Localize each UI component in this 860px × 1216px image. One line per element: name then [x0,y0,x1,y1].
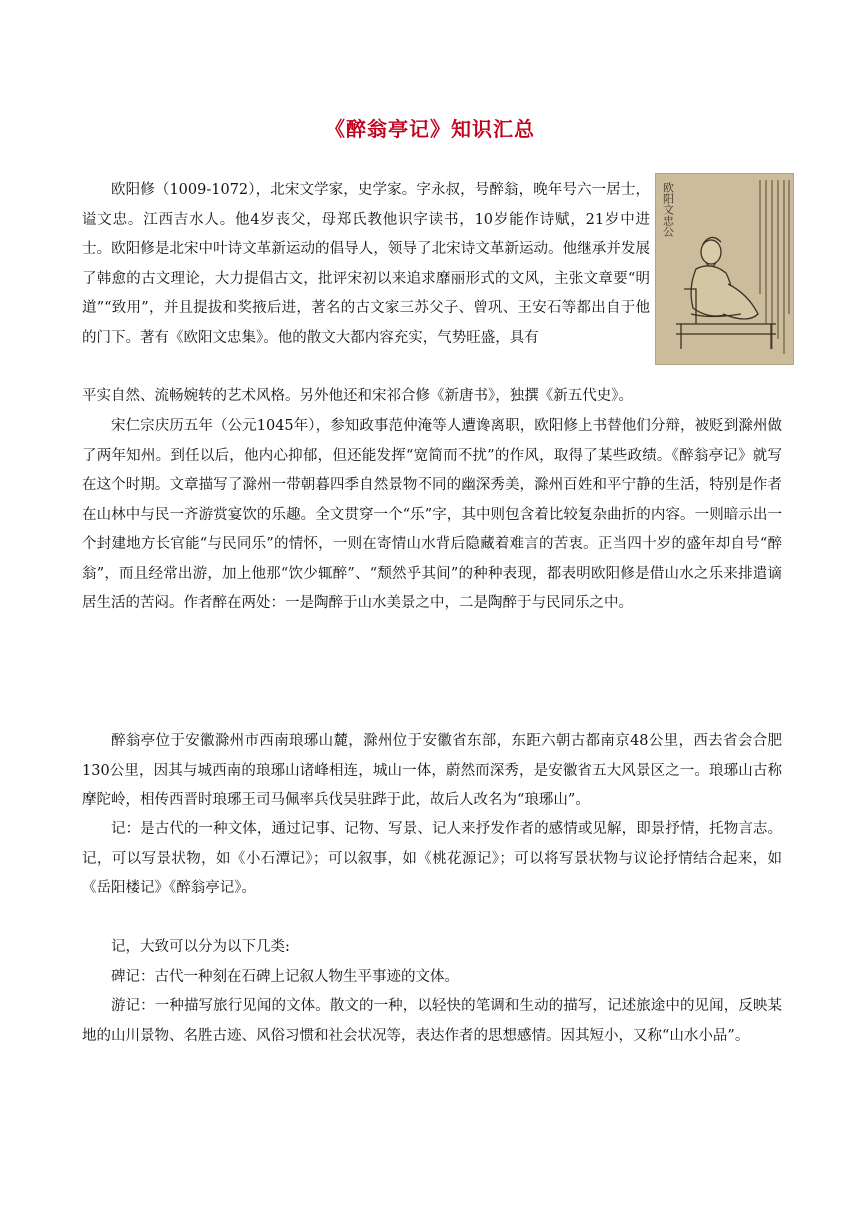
page-title: 《醉翁亭记》知识汇总 [325,117,535,141]
youji-paragraph: 游记：一种描写旅行见闻的文体。散文的一种，以轻快的笔调和生动的描写，记述旅途中的见闻，反映某地的山川景物、名胜古迹、风俗习惯和社会状况等，表达作者的思想感情。因其短小，又称“山水小品”。 [82,998,782,1044]
ji-definition-paragraph: 记：是古代的一种文体，通过记事、记物、写景、记人来抒发作者的感情或见解，即景抒情，托物言志。记，可以写景状物，如《小石潭记》；可以叙事，如《桃花源记》；可以将写景状物与议论抒情结合起来，如《岳阳楼记》《醉翁亭记》。 [82,821,782,896]
bio-paragraph-part2: 平实自然、流畅婉转的艺术风格。另外他还和宋祁合修《新唐书》，独撰《新五代史》。 [82,388,633,404]
bio-paragraph-part1: 欧阳修（1009-1072），北宋文学家，史学家。字永叔，号醉翁，晚年号六一居士，谥文忠。江西吉水人。他4岁丧父，母郑氏教他识字读书，10岁能作诗赋，21岁中进士。欧阳修是北宋中叶诗文革新运动的倡导人，领导了北宋诗文革新运动。他继承并发展了韩愈的古文理论，大力提倡古文，批评宋初以来追求靡丽形式的文风，主张文章要“明道”“致用”，并且提拔和奖掖后进，著名的古文家三苏父子、曾巩、王安石等都出自于他的门下。著有《欧阳文忠集》。他的散文大都内容充实，气势旺盛，具有 [82,182,650,346]
portrait-illustration [656,174,793,364]
beiji-paragraph: 碑记：古代一种刻在石碑上记叙人物生平事迹的文体。 [111,969,459,985]
portrait-label: 欧阳文忠公 [661,182,675,237]
background-paragraph: 宋仁宗庆历五年（公元1045年），参知政事范仲淹等人遭谗离职，欧阳修上书替他们分辩，被贬到滁州做了两年知州。到任以后，他内心抑郁，但还能发挥“宽简而不扰”的作风，取得了某些政绩。《醉翁亭记》就写在这个时期。文章描写了滁州一带朝暮四季自然景物不同的幽深秀美，滁州百姓和平宁静的生活，特别是作者在山林中与民一齐游赏宴饮的乐趣。全文贯穿一个“乐”字，其中则包含着比较复杂曲折的内容。一则暗示出一个封建地方长官能“与民同乐”的情怀，一则在寄情山水背后隐藏着难言的苦衷。正当四十岁的盛年却自号“醉翁”，而且经常出游，加上他那“饮少辄醉”、“颓然乎其间”的种种表现，都表明欧阳修是借山水之乐来排遣谪居生活的苦闷。作者醉在两处：一是陶醉于山水美景之中，二是陶醉于与民同乐之中。 [82,418,782,611]
ji-types-paragraph: 记，大致可以分为以下几类: [111,939,290,955]
pavilion-paragraph: 醉翁亭位于安徽滁州市西南琅琊山麓，滁州位于安徽省东部，东距六朝古都南京48公里，西去省会合肥130公里，因其与城西南的琅琊山诸峰相连，城山一体，蔚然而深秀，是安徽省五大风景区之一。琅琊山古称摩陀岭，相传西晋时琅琊王司马佩率兵伐吴驻跸于此，故后人改名为“琅琊山”。 [82,733,782,808]
portrait-image [655,173,794,365]
